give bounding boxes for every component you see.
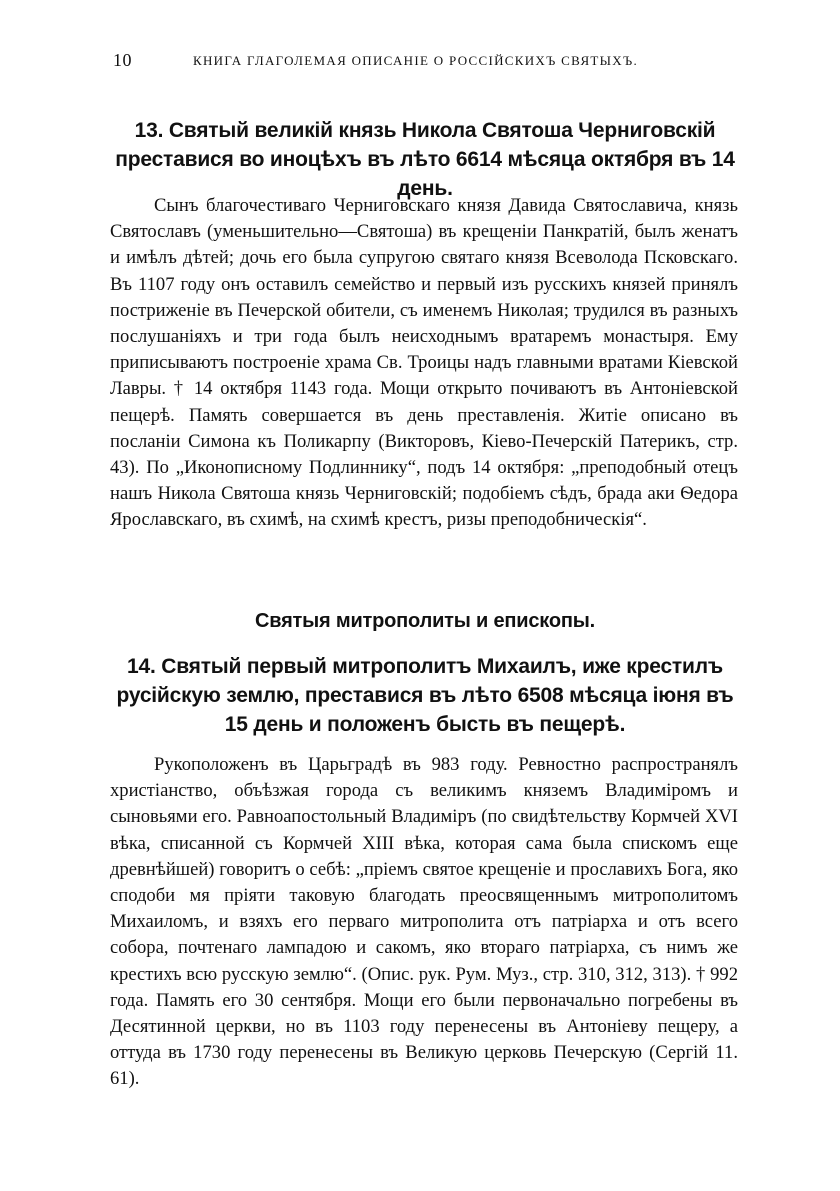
section-13-heading: 13. Святый великій князь Никола Святоша Черниговскій преставися во иноцѣхъ въ лѣто 6614 мѣсяца октября въ 14 день. <box>115 119 735 200</box>
page-number: 10 <box>113 50 132 70</box>
section-14-heading: 14. Святый первый митрополитъ Михаилъ, иже крестилъ русійскую землю, преставися въ лѣто 6508 мѣсяца іюня въ 15 день и положенъ бысть въ пещерѣ. <box>116 655 734 736</box>
metropolitans-heading: Святыя митрополиты и епископы. <box>255 610 595 632</box>
running-title: КНИГА ГЛАГОЛЕМАЯ ОПИСАНІЕ О РОССІЙСКИХЪ СВЯТЫХЪ. <box>193 53 639 68</box>
section-13-paragraph: Сынъ благочестиваго Черниговскаго князя Давида Святославича, князь Святославъ (уменьшительно—Святоша) въ крещеніи Панкратій, былъ женатъ и имѣлъ дѣтей; дочь его была супругою святаго князя Всеволода Псковскаго. Въ 1107 году онъ оставилъ семейство и первый изъ русскихъ князей принялъ постриженіе въ Печерской обители, съ именемъ Николая; трудился въ разныхъ послушаніяхъ и три года былъ неисходнымъ вратаремъ монастыря. Ему приписываютъ построеніе храма Св. Троицы надъ главными вратами Кіевской Лавры. † 14 октября 1143 года. Мощи открыто почиваютъ въ Антоніевской пещерѣ. Память совершается въ день преставленія. Житіе описано въ посланіи Симона къ Поликарпу (Викторовъ, Кіево-Печерскій Патерикъ, стр. 43). По „Иконописному Подлиннику“, подъ 14 октября: „преподобный отецъ нашъ Никола Святоша князь Черниговскій; подобіемъ сѣдъ, брада аки Ѳедора Ярославскаго, въ схимѣ, на схимѣ крестъ, ризы преподобническія“. <box>110 195 738 531</box>
section-14-paragraph: Рукоположенъ въ Царьградѣ въ 983 году. Ревностно распространялъ христіанство, объѣзжая города съ великимъ княземъ Владиміромъ и сыновьями его. Равноапостольный Владиміръ (по свидѣтельству Кормчей XVI вѣка, списанной съ Кормчей XIII вѣка, которая сама была спискомъ еще древнѣйшей) говоритъ о себѣ: „пріемъ святое крещеніе и прославихъ Бога, яко сподоби мя пріяти таковую благодать преосвященнымъ митрополитомъ Михаиломъ, и взяхъ его перваго митрополита отъ патріарха и отъ всего собора, почтенаго лампадою и сакомъ, яко втораго патріарха, съ нимъ же крестихъ всю русскую землю“. (Опис. рук. Рум. Муз., стр. 310, 312, 313). † 992 года. Память его 30 сентября. Мощи его были первоначально погребены въ Десятинной церкви, но въ 1103 году перенесены въ Антоніеву пещеру, а оттуда въ 1730 году перенесены въ Великую церковь Печерскую (Сергій 11. 61). <box>110 754 738 1090</box>
running-head <box>113 50 733 76</box>
